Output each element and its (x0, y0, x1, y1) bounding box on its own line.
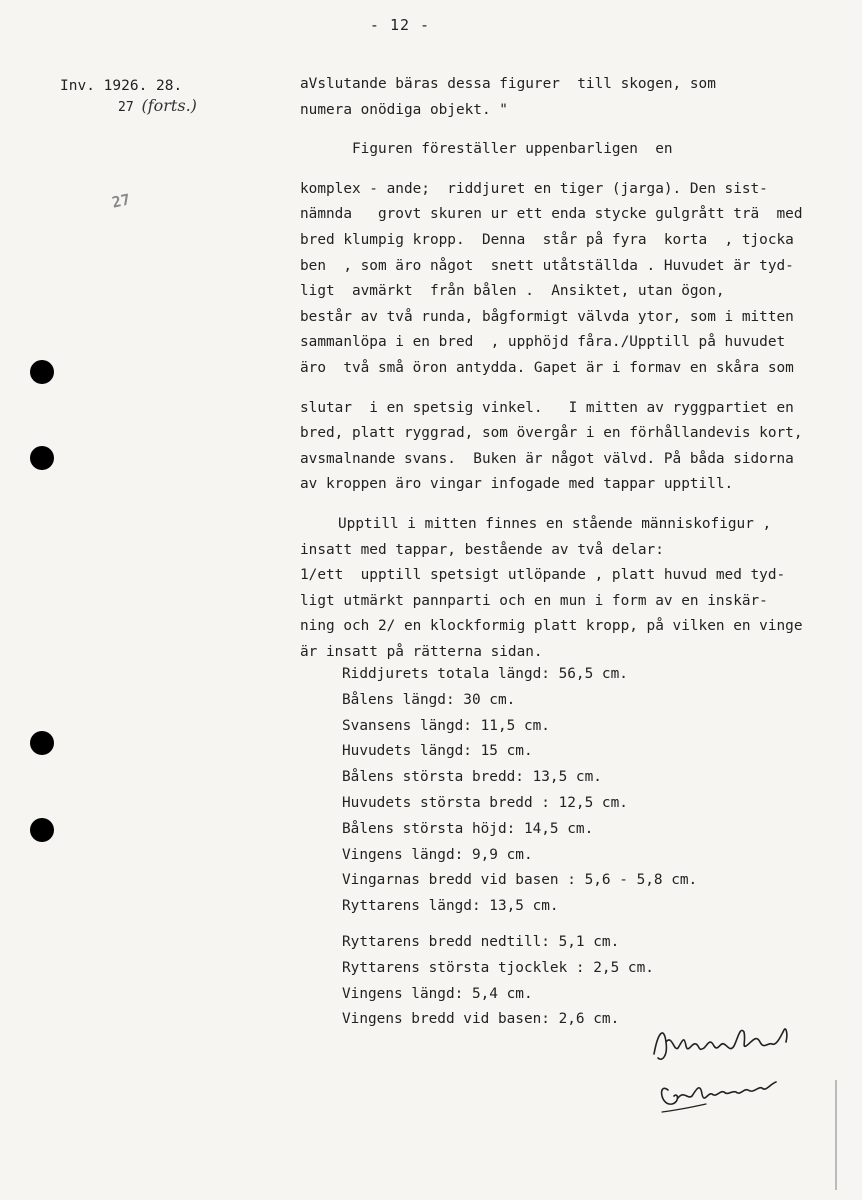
punch-hole (30, 818, 54, 842)
measurement-line: Svansens längd: 11,5 cm. (342, 717, 550, 734)
text-line: 1/ett upptill spetsigt utlöpande , platt huvud med tyd- (300, 567, 786, 584)
body-text (300, 72, 845, 665)
measurement-line: Vingens bredd vid basen: 2,6 cm. (342, 1011, 620, 1028)
punch-hole (30, 731, 54, 755)
inventory-sub-handwritten: (forts.) (141, 96, 197, 115)
text-line: numera onödiga objekt. " (300, 101, 508, 118)
text-line: insatt med tappar, bestående av två delar: (300, 541, 664, 558)
measurement-line: Ryttarens största tjocklek : 2,5 cm. (342, 959, 654, 976)
page-number: - 12 - (369, 16, 431, 34)
measurement-line: Bålens största höjd: 14,5 cm. (342, 820, 594, 837)
text-line: slutar i en spetsig vinkel. I mitten av ryggpartiet en (300, 399, 794, 416)
text-line: sammanlöpa i en bred , upphöjd fåra./Upptill på huvudet (300, 334, 786, 351)
text-line: nämnda grovt skuren ur ett enda stycke gulgrått trä med (300, 206, 803, 223)
text-line: ning och 2/ en klockformig platt kropp, på vilken en vinge (300, 618, 803, 635)
text-line: ben , som äro något snett utåtställda . Huvudet är tyd- (300, 257, 794, 274)
text-line: avsmalnande svans. Buken är något välvd. På båda sidorna (300, 450, 794, 467)
text-line: Figuren föreställer uppenbarligen en (352, 141, 673, 158)
text-line: komplex - ande; riddjuret en tiger (jarga). Den sist- (300, 180, 768, 197)
punch-hole (30, 360, 54, 384)
inventory-label: Inv. 1926. 28. (60, 78, 183, 94)
text-line: består av två runda, bågformigt välvda ytor, som i mitten (300, 308, 794, 325)
stamp-number: 27 (110, 190, 132, 212)
text-line: aVslutande bäras dessa figurer till skogen, som (300, 76, 716, 92)
measurement-line: Riddjurets totala längd: 56,5 cm. (342, 666, 628, 682)
measurement-line: Vingens längd: 9,9 cm. (342, 846, 533, 863)
signature-drawing (648, 1012, 828, 1122)
text-line: bred, platt ryggrad, som övergår i en förhållandevis kort, (300, 425, 803, 442)
punch-hole (30, 446, 54, 470)
handwritten-signature (648, 1012, 828, 1122)
text-line: äro två små öron antydda. Gapet är i formav en skåra som (300, 359, 794, 376)
measurement-line: Huvudets största bredd : 12,5 cm. (342, 794, 628, 811)
scan-edge-mark (835, 1080, 837, 1190)
text-line: ligt utmärkt pannparti och en mun i form av en inskär- (300, 592, 768, 609)
measurement-line: Ryttarens längd: 13,5 cm. (342, 898, 559, 915)
measurement-line: Vingarnas bredd vid basen : 5,6 - 5,8 cm. (342, 872, 698, 889)
inventory-sub-number: 27 (118, 100, 134, 115)
measurement-line: Bålens största bredd: 13,5 cm. (342, 769, 602, 786)
text-line: Upptill i mitten finnes en stående människofigur , (338, 515, 772, 532)
text-line: ligt avmärkt från bålen . Ansiktet, utan ögon, (300, 283, 725, 300)
text-line: bred klumpig kropp. Denna står på fyra korta , tjocka (300, 231, 794, 248)
measurement-line: Bålens längd: 30 cm. (342, 691, 516, 708)
measurement-line: Vingens längd: 5,4 cm. (342, 985, 533, 1002)
measurements-group-2 (342, 930, 654, 1033)
measurement-line: Ryttarens bredd nedtill: 5,1 cm. (342, 934, 620, 950)
measurement-line: Huvudets längd: 15 cm. (342, 743, 533, 760)
text-line: är insatt på rätterna sidan. (300, 643, 543, 660)
text-line: av kroppen äro vingar infogade med tappar upptill. (300, 476, 734, 493)
measurements-group-1 (342, 662, 697, 920)
inventory-sub (118, 96, 197, 115)
